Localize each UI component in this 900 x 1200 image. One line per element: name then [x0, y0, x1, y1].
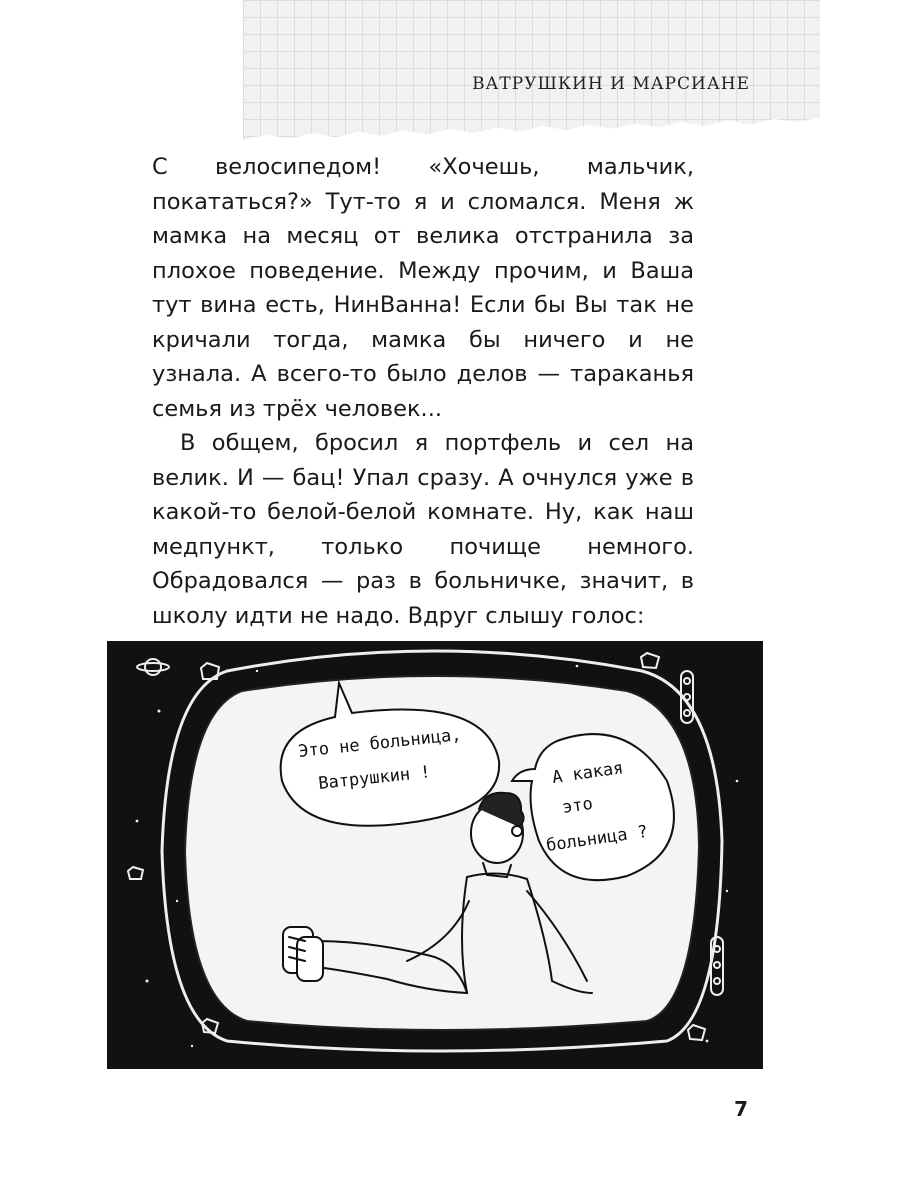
bubble-right-line2: это	[560, 793, 595, 818]
bubble-right-line3: больница ?	[544, 821, 650, 856]
body-text	[152, 150, 694, 633]
illustration	[107, 641, 763, 1069]
running-title: ВАТРУШКИН И МАРСИАНЕ	[472, 74, 750, 94]
bubble-left-line2: Ватрушкин !	[317, 762, 432, 794]
page-number: 7	[734, 1097, 748, 1121]
paragraph-2: В общем, бросил я портфель и сел на велик. И — бац! Упал сразу. А очнулся уже в какой-то белой-белой комнате. Ну, как наш медпункт, только почище немного. Обрадовался — раз в больничке, значит, в школу идти не надо. Вдруг слышу голос:	[152, 430, 694, 629]
bubble-right-line1: А какая	[550, 758, 625, 788]
bubble-left-line1: Это не больница,	[297, 724, 463, 762]
paragraph-1: С велосипедом! «Хочешь, мальчик, покататься?» Тут-то я и сломался. Меня ж мамка на месяц от велика отстранила за плохое поведение. Между прочим, и Ваша тут вина есть, НинВанна! Если бы Вы так не кричали тогда, мамка бы ничего и не узнала. А всего-то было делов — тараканья семья из трёх человек...	[152, 154, 694, 422]
header-grid-paper	[243, 0, 820, 140]
porthole-drawing	[107, 641, 763, 1069]
